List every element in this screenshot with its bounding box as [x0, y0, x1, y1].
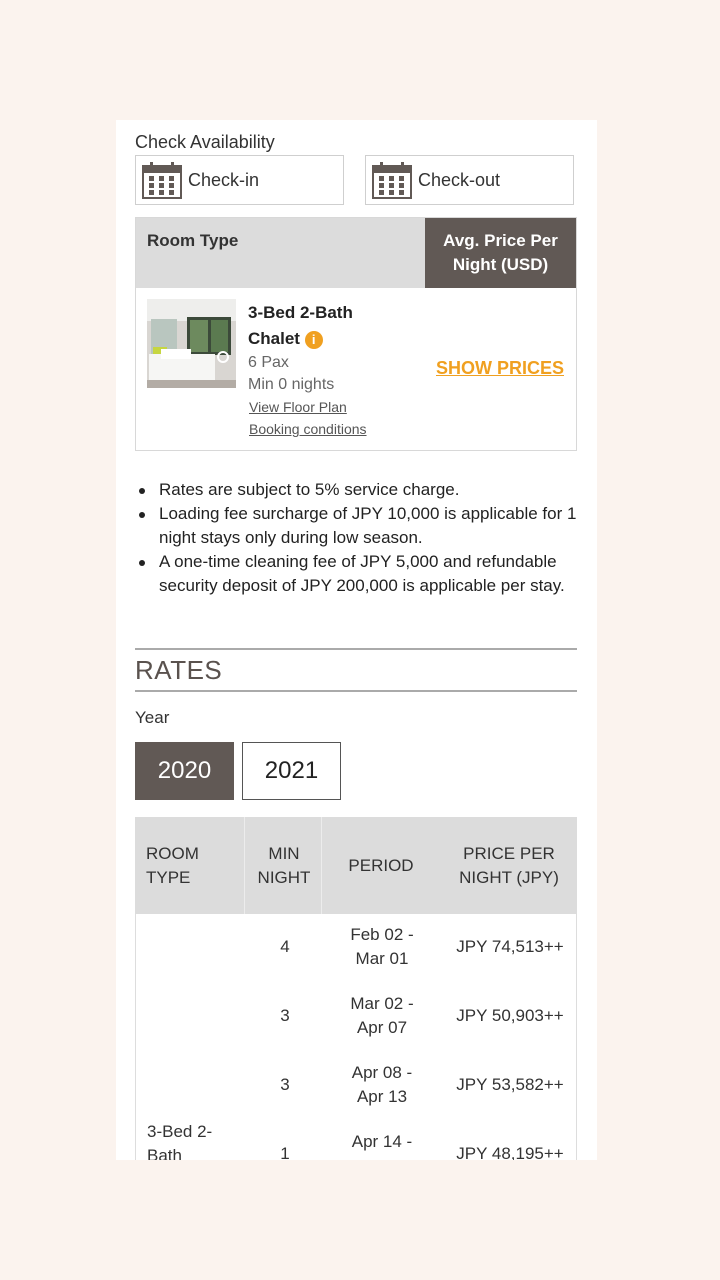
- row-period-end: Mar 01: [355, 949, 409, 968]
- avg-price-header: Avg. Price Per Night (USD): [425, 218, 576, 288]
- rates-table-header: [135, 817, 577, 914]
- check-availability-label: Check Availability: [135, 132, 275, 152]
- booking-conditions-link[interactable]: Booking conditions: [249, 421, 367, 437]
- room-photo[interactable]: [147, 299, 236, 388]
- show-prices-link[interactable]: SHOW PRICES: [436, 358, 565, 378]
- row-period-start: Apr 14 -: [351, 1132, 413, 1151]
- checkin-label: Check-in: [188, 169, 260, 190]
- year-2020-button[interactable]: 2020: [135, 742, 234, 800]
- row-period-start: Feb 02 -: [350, 925, 414, 944]
- year-label: Year: [135, 708, 170, 727]
- room-min-nights: Min 0 nights: [248, 376, 335, 393]
- divider: [135, 648, 577, 650]
- divider: [135, 690, 577, 692]
- room-pax: 6 Pax: [248, 354, 289, 371]
- rates-heading: RATES: [135, 655, 223, 685]
- row-min-night: 1: [280, 1144, 290, 1160]
- room-type-cell: 3-Bed 2-Bath: [147, 1122, 213, 1160]
- row-period-start: Apr 08 -: [351, 1063, 413, 1082]
- row-period-end: Apr 13: [356, 1087, 408, 1106]
- rates-table-body: [135, 914, 577, 1160]
- note-item: Loading fee surcharge of JPY 10,000 is applicable for 1 night stays only during low season.: [135, 502, 577, 550]
- column-divider: [244, 817, 245, 914]
- header-room-type: ROOM TYPE: [146, 843, 199, 887]
- note-item: Rates are subject to 5% service charge.: [135, 478, 577, 502]
- column-divider: [321, 817, 322, 914]
- view-floor-plan-link[interactable]: View Floor Plan: [249, 399, 347, 415]
- row-min-night: 3: [280, 1075, 290, 1094]
- year-2021-button[interactable]: 2021: [242, 742, 341, 800]
- room-type-header: Room Type: [147, 231, 239, 250]
- room-name: [248, 300, 398, 352]
- row-price: JPY 48,195++: [456, 1144, 564, 1160]
- room-name-text: 3-Bed 2-Bath Chalet: [248, 303, 353, 348]
- row-price: JPY 74,513++: [456, 937, 564, 956]
- calendar-icon: [372, 161, 412, 199]
- row-min-night: 4: [280, 937, 290, 956]
- room-type-table: [135, 217, 577, 451]
- note-item: A one-time cleaning fee of JPY 5,000 and refundable security deposit of JPY 200,000 is applicable per stay.: [135, 550, 577, 598]
- checkout-label: Check-out: [418, 169, 501, 190]
- info-icon[interactable]: i: [305, 331, 323, 349]
- row-min-night: 3: [280, 1006, 290, 1025]
- header-min-night: MIN NIGHT: [257, 843, 311, 887]
- checkout-field[interactable]: [365, 155, 574, 205]
- room-table-header: [136, 218, 576, 288]
- row-period-end: Apr 07: [356, 1018, 408, 1037]
- header-period: PERIOD: [348, 855, 414, 875]
- booking-card: [116, 120, 597, 1160]
- row-price: JPY 50,903++: [456, 1006, 564, 1025]
- row-price: JPY 53,582++: [456, 1075, 564, 1094]
- checkin-field[interactable]: [135, 155, 344, 205]
- header-price: PRICE PER NIGHT (JPY): [459, 843, 559, 887]
- rate-notes: [135, 478, 577, 598]
- row-period-start: Mar 02 -: [350, 994, 414, 1013]
- calendar-icon: [142, 161, 182, 199]
